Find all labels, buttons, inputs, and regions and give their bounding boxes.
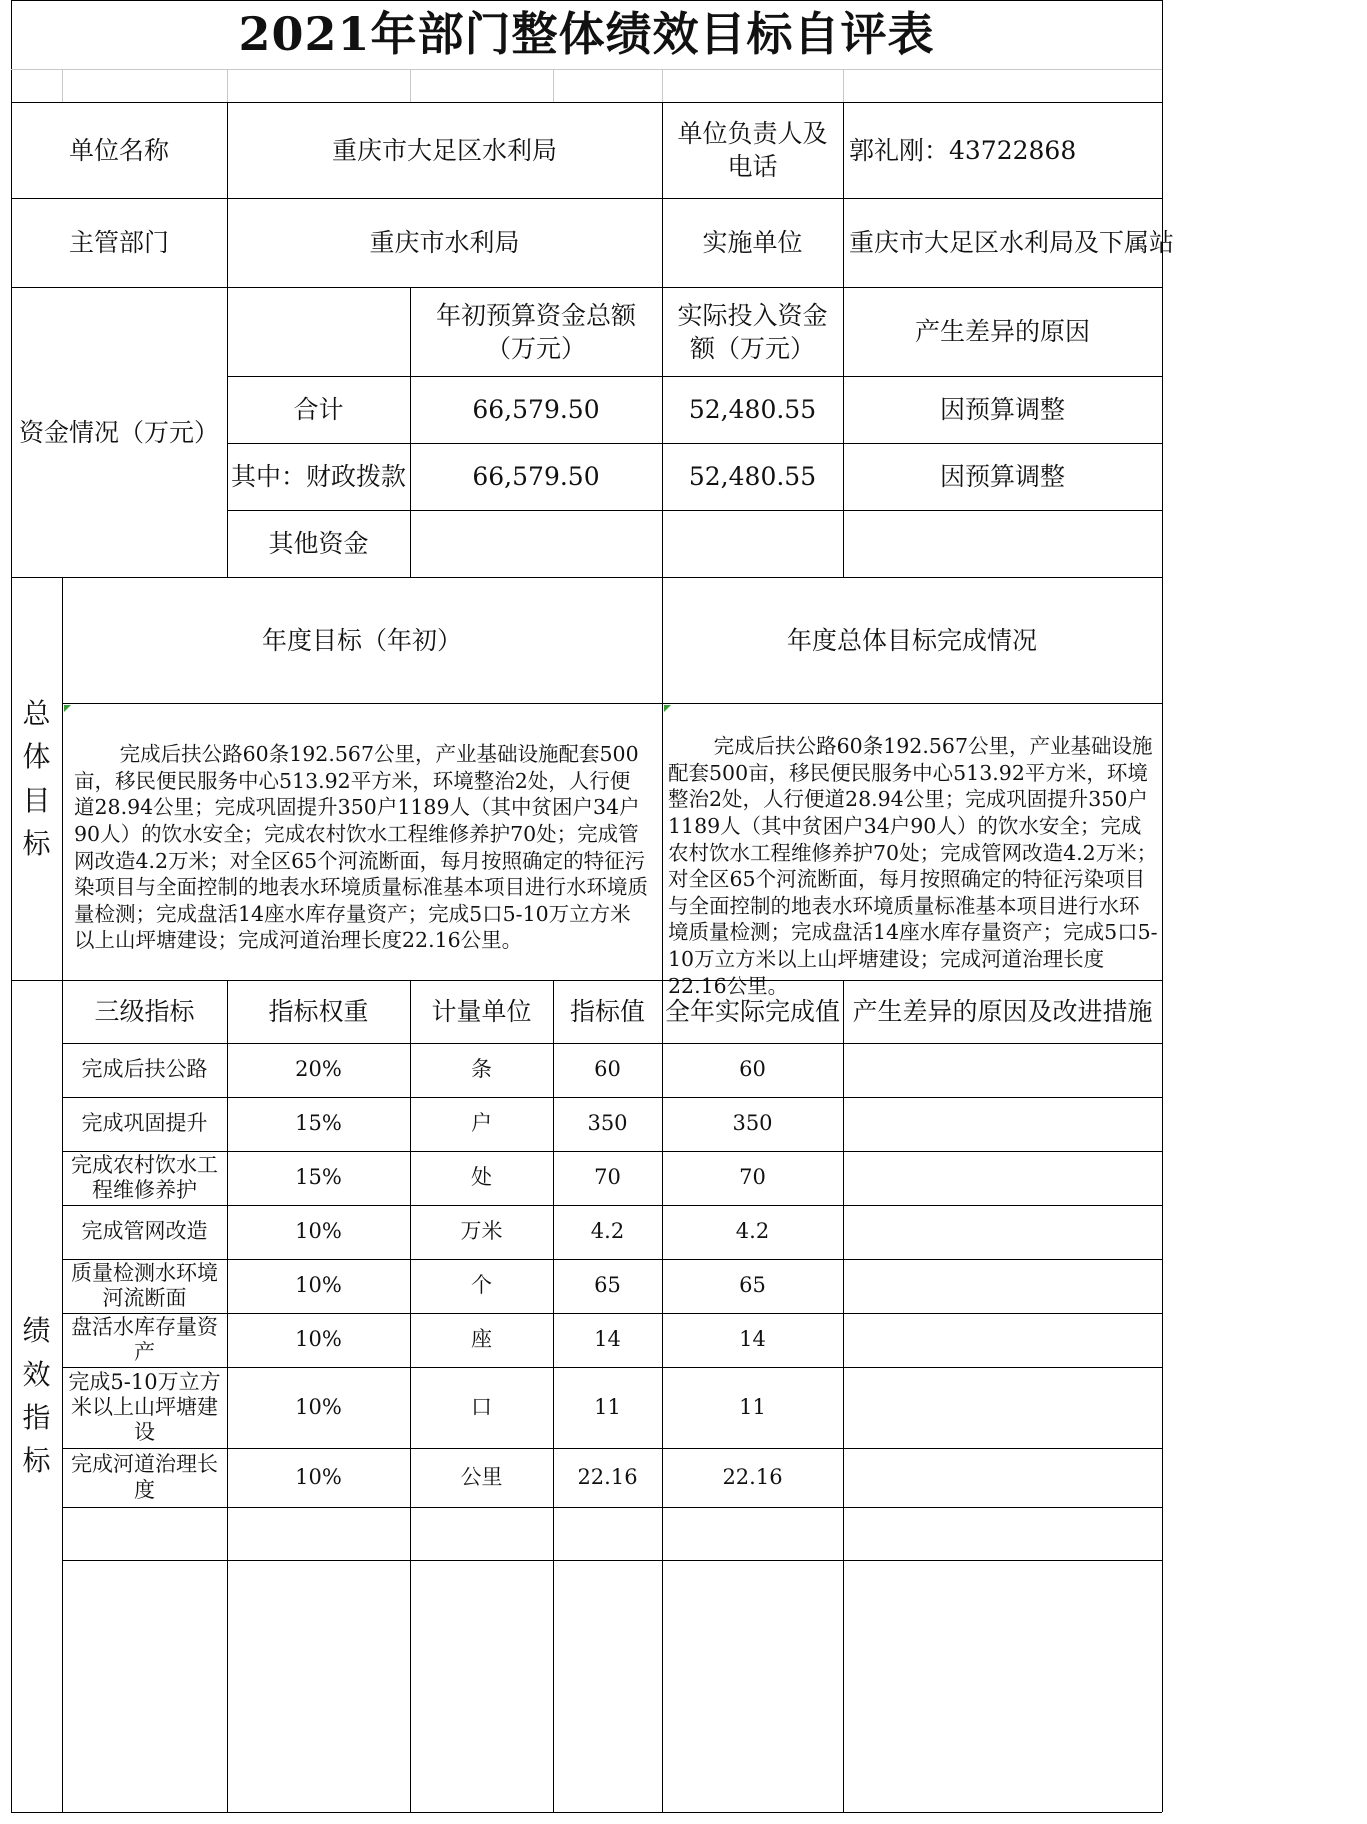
indicator-row-actual: 22.16 [722,1464,783,1489]
indicator-row-reason [843,1313,1162,1367]
leader-value: 郭礼刚：43722868 [849,135,1077,165]
indicator-row-unit: 万米 [460,1219,503,1244]
indicator-row-name: 盘活水库存量资 产 [71,1314,218,1364]
indicator-row-unit: 处 [471,1165,492,1190]
funds-row-budget: 66,579.50 [472,395,600,424]
indicator-row-target: 350 [587,1111,628,1136]
indicator-header: 产生差异的原因及改进措施 [852,997,1153,1026]
performance-table [11,0,1356,1812]
page-title: 2021年部门整体绩效目标自评表 [238,7,935,62]
funds-col-reason: 产生差异的原因 [914,317,1090,346]
indicator-row-reason [843,1043,1162,1097]
indicator-row-target: 60 [594,1057,621,1082]
indicator-header: 全年实际完成值 [664,997,840,1026]
indicator-row-unit: 条 [471,1057,492,1082]
indicator-row-weight: 10% [295,1464,342,1489]
indicator-row-unit: 口 [471,1394,492,1419]
indicator-header: 指标权重 [268,997,369,1026]
indicator-row-weight: 10% [295,1219,342,1244]
unit-name-label: 单位名称 [68,135,169,165]
indicator-row-weight: 10% [295,1394,342,1419]
funds-section-label: 资金情况（万元） [18,417,219,447]
indicator-row-unit: 户 [471,1111,492,1136]
funds-row-budget [410,510,662,577]
indicator-row-target: 14 [594,1327,621,1352]
indicator-row-reason [843,1259,1162,1313]
unit-name-value: 重庆市大足区水利局 [331,135,557,165]
goal-plan-text: 完成后扶公路60条192.567公里，产业基础设施配套500亩，移民便民服务中心513.92平方米，环境整治2处，人行便道28.94公里；完成巩固提升350户1189人（其中贫困户34户90人）的饮水安全；完成农村饮水工程维修养护70处；完成管网改造4.2万米；对全区65个河流断面，每月按照确定的特征污染项目与全面控制的地表水环境质量标准基本项目进行水环境质量检测；完成盘活14座水库存量资产；完成5口5-10万立方米以上山坪塘建设；完成河道治理长度22.16公里。 [74,742,648,953]
indicator-row-weight: 15% [295,1165,342,1190]
indicator-header: 指标值 [569,997,645,1026]
funds-row-actual: 52,480.55 [688,462,817,491]
indicator-row-unit: 公里 [460,1464,503,1489]
indicator-row-actual: 65 [739,1273,766,1298]
indicator-row-name: 完成巩固提升 [81,1111,208,1136]
indicator-row-reason [843,1151,1162,1205]
funds-row-reason [843,510,1162,577]
funds-row-label: 其中：财政拨款 [230,462,406,491]
indicator-row-reason [843,1448,1162,1507]
indicator-row-name: 完成5-10万立方 米以上山坪塘建 设 [68,1369,221,1445]
indicator-row-reason [843,1367,1162,1448]
indicator-row-target: 65 [594,1273,621,1298]
funds-row-budget: 66,579.50 [472,462,600,491]
indicator-row-actual: 4.2 [735,1219,770,1244]
goal-col-plan: 年度目标（年初） [261,625,462,655]
leader-label: 单位负责人及电话 [677,119,828,181]
goal-section-label: 总 体 目 标 [22,696,51,860]
indicator-row-actual: 60 [739,1057,766,1082]
funds-col-actual: 实际投入资金额（万元） [677,300,828,363]
funds-row-actual: 52,480.55 [688,395,817,424]
indicator-row-target: 4.2 [590,1219,625,1244]
indicator-header: 三级指标 [94,997,195,1026]
indicators-section-label: 绩 效 指 标 [22,1314,51,1478]
funds-row-actual [662,510,843,577]
indicator-row-weight: 10% [295,1273,342,1298]
indicator-row-name: 质量检测水环境 河流断面 [71,1260,218,1310]
funds-row-reason: 因预算调整 [939,462,1065,491]
indicator-row-actual: 70 [739,1165,766,1190]
goal-done-text: 完成后扶公路60条192.567公里，产业基础设施配套500亩，移民便民服务中心513.92平方米，环境整治2处，人行便道28.94公里；完成巩固提升350户1189人（其中贫困户34户90人）的饮水安全；完成农村饮水工程维修养护70处；完成管网改造4.2万米；对全区65个河流断面，每月按照确定的特征污染项目与全面控制的地表水环境质量标准基本项目进行水环境质量检测；完成盘活14座水库存量资产；完成5口5-10万立方米以上山坪塘建设；完成河道治理长度22.16公里。 [668,734,1158,998]
indicator-row-name: 完成河道治理长 度 [71,1452,218,1502]
indicator-row-reason [843,1205,1162,1259]
implementer-label: 实施单位 [702,228,803,257]
indicator-row-target: 70 [594,1165,621,1190]
indicator-row-unit: 座 [471,1327,492,1352]
funds-row-reason: 因预算调整 [939,395,1065,424]
indicator-row-target: 11 [594,1394,621,1419]
supervisor-value: 重庆市水利局 [369,228,520,257]
indicator-row-actual: 11 [739,1394,766,1419]
indicator-row-weight: 15% [295,1111,342,1136]
indicator-header: 计量单位 [431,997,532,1026]
indicator-row-unit: 个 [471,1273,492,1298]
funds-row-label: 合计 [293,395,344,424]
indicator-row-name: 完成后扶公路 [81,1057,208,1082]
indicator-row-name: 完成管网改造 [81,1219,208,1244]
funds-col-budget: 年初预算资金总额（万元） [435,300,636,363]
indicator-row-weight: 10% [295,1327,342,1352]
goal-col-done: 年度总体目标完成情况 [786,625,1037,655]
indicator-row-name: 完成农村饮水工 程维修养护 [71,1152,218,1202]
indicator-row-actual: 350 [732,1111,773,1136]
implementer-value: 重庆市大足区水利局及下属站 [849,228,1175,257]
funds-row-label: 其他资金 [268,529,369,558]
indicator-row-target: 22.16 [577,1464,638,1489]
indicator-row-reason [843,1097,1162,1151]
supervisor-label: 主管部门 [68,228,169,257]
indicator-row-weight: 20% [295,1057,342,1082]
indicator-row-actual: 14 [739,1327,766,1352]
